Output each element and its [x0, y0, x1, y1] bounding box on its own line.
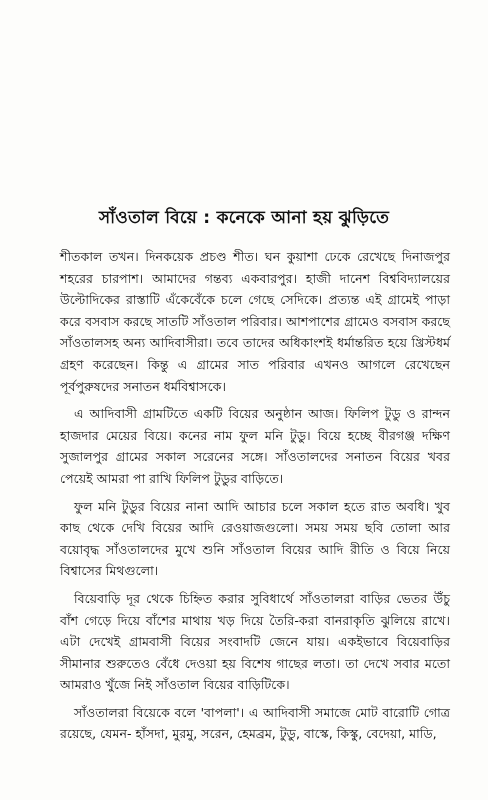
chapter-title: সাঁওতাল বিয়ে : কনেকে আনা হয় ঝুড়িতে [98, 208, 390, 228]
paragraph-4: বিয়েবাড়ি দূর থেকে চিহ্নিত করার সুবিধার্থে সাঁওতালরা বাড়ির ভেতর উঁচু বাঁশ গেড়ে দিয়ে বাঁশের মাথায় খড় দিয়ে তৈরি-করা বানরাকৃতি ঝুলিয়ে রাখে। এটা দেখেই গ্রামবাসী বিয়ের সংবাদটি জেনে যায়। একইভাবে বিয়েবাড়ির সীমানার শুরুতেও বেঁধে দেওয়া হয় বিশেষ গাছের লতা। তা দেখে সবার মতো আমরাও খুঁজে নিই সাঁওতাল বিয়ের বাড়িটিকে। [60, 590, 450, 693]
paragraph-3: ফুল মনি টুডুর বিয়ের নানা আদি আচার চলে সকাল হতে রাত অবধি। খুব কাছ থেকে দেখি বিয়ের আদি রেওয়াজগুলো। সময় সময় ছবি তোলা আর বয়োবৃদ্ধ সাঁওতালদের মুখে শুনি সাঁওতাল বিয়ের আদি রীতি ও বিয়ে নিয়ে বিশ্বাসের মিথগুলো। [60, 498, 450, 579]
paragraph-5: সাঁওতালরা বিয়েকে বলে 'বাপলা'। এ আদিবাসী সমাজে মোট বারোটি গোত্র রয়েছে, যেমন- হাঁসদা, মুরমু, সরেন, হেমব্রম, টুডু, বাস্কে, কিস্কু, বেদেয়া, মাডি, [60, 704, 450, 742]
paragraph-1: শীতকাল তখন। দিনকয়েক প্রচণ্ড শীত। ঘন কুয়াশা ঢেকে রেখেছে দিনাজপুর শহরের চারপাশ। আমাদের গন্তব্য একবারপুর। হাজী দানেশ বিশ্ববিদ্যালয়ের উল্টোদিকের রাস্তাটি এঁকেবেঁকে চলে গেছে সেদিকে। প্রত্যন্ত এই গ্রামেই পাড়া করে বসবাস করছে সাতটি সাঁওতাল পরিবার। আশপাশের গ্রামেও বসবাস করছে সাঁওতালসহ অন্য আদিবাসীরা। তবে তাদের অধিকাংশই ধর্মান্তরিত হয়ে খ্রিস্টধর্ম গ্রহণ করেছেন। কিন্তু এ গ্রামের সাত পরিবার এখনও আগলে রেখেছেন পূর্বপুরুষদের সনাতন ধর্মবিশ্বাসকে। [60, 249, 450, 394]
body-text [60, 246, 450, 751]
paragraph-2: এ আদিবাসী গ্রামটিতে একটি বিয়ের অনুষ্ঠান আজ। ফিলিপ টুডু ও রান্দন হাজদার মেয়ের বিয়ে। কনের নাম ফুল মনি টুডু। বিয়ে হচ্ছে বীরগঞ্জ দক্ষিণ সুজালপুর গ্রামের সকাল সরেনের সঙ্গে। সাঁওতালদের সনাতন বিয়ের খবর পেয়েই আমরা পা রাখি ফিলিপ টুডুর বাড়িতে। [60, 406, 450, 486]
